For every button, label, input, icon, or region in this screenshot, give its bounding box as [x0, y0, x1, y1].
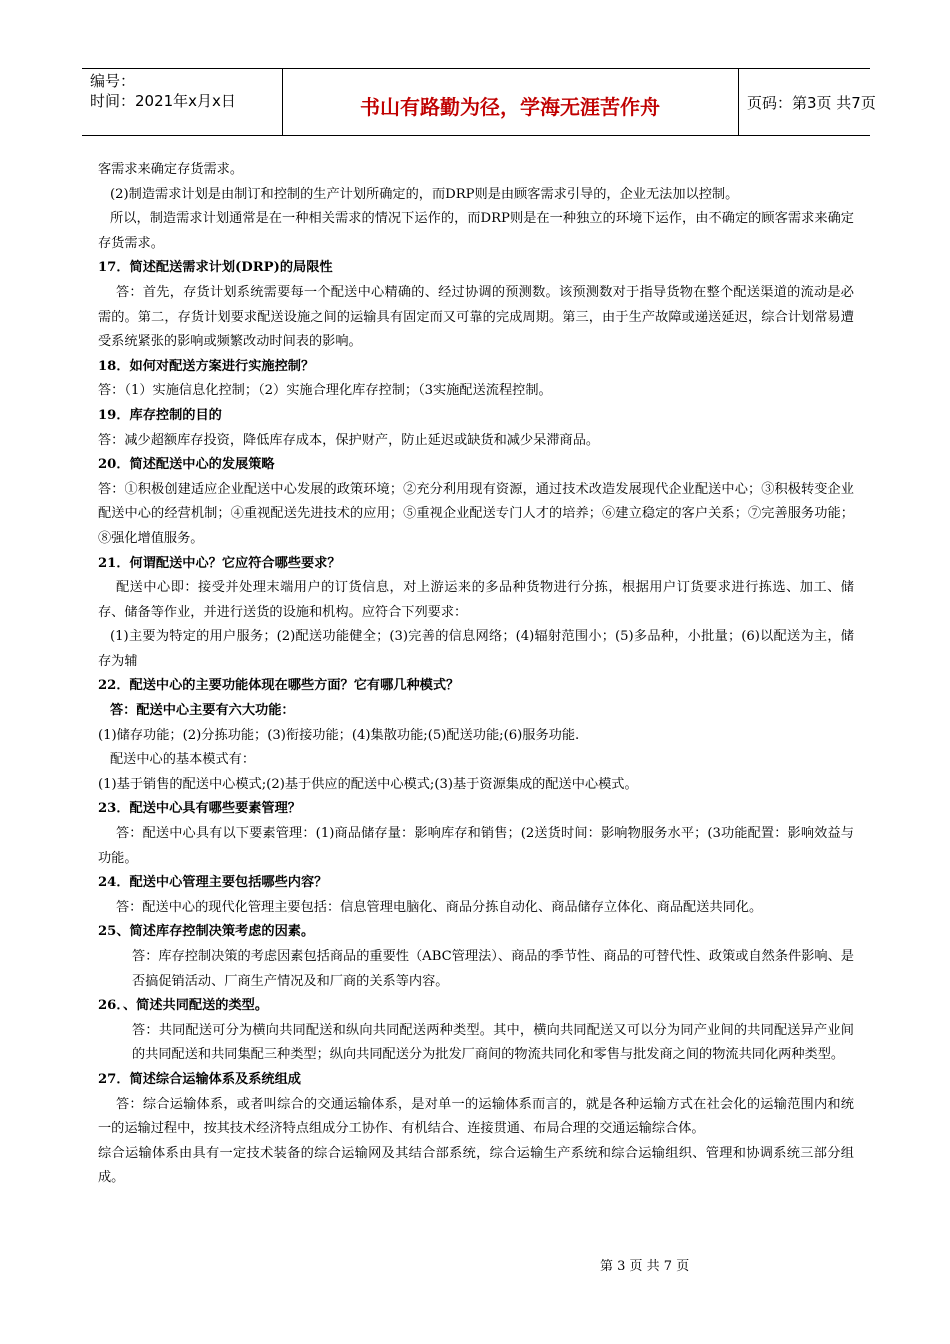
question-heading: 26．、简述共同配送的类型。 — [98, 998, 269, 1014]
question-heading: 18．如何对配送方案进行实施控制？ — [98, 358, 315, 374]
question-heading: 21．何谓配送中心？它应符合哪些要求？ — [98, 555, 341, 571]
doc-date: 时间：2021年x月x日 — [90, 92, 236, 110]
answer-paragraph: 答：减少超额库存投资，降低库存成本，保护财产，防止延迟或缺货和减少呆滞商品。 — [98, 432, 600, 448]
answer-paragraph: 答：配送中心主要有六大功能： — [110, 703, 295, 719]
question-heading: 25、简述库存控制决策考虑的因素。 — [98, 924, 315, 940]
header-motto-cell — [282, 69, 739, 135]
header-page-info: 页码：第3页 共7页 — [747, 94, 876, 112]
question-heading: 24．配送中心管理主要包括哪些内容？ — [98, 875, 328, 891]
answer-paragraph: 答：（1）实施信息化控制；（2）实施合理化库存控制；（3实施配送流程控制。 — [98, 383, 552, 399]
doc-number: 编号： — [90, 72, 136, 90]
paragraph: 客需求来确定存货需求。 — [98, 162, 244, 177]
answer-paragraph: 答：库存控制决策的考虑因素包括商品的重要性（ABC管理法）、商品的季节性、商品的可替代性、政策或自然条件影响、是否搞促销活动、厂商生产情况及和厂商的关系等内容。 — [132, 949, 854, 989]
answer-paragraph: 综合运输体系由具有一定技术装备的综合运输网及其结合部系统，综合运输生产系统和综合运输组织、管理和协调系统三部分组成。 — [98, 1145, 854, 1186]
answer-paragraph: 配送中心的基本模式有： — [110, 752, 256, 768]
question-heading: 17．简述配送需求计划(DRP)的局限性 — [98, 260, 333, 276]
question-heading: 20．简述配送中心的发展策略 — [98, 457, 275, 473]
header-info-cell — [82, 69, 283, 135]
answer-paragraph: (1)主要为特定的用户服务；(2)配送功能健全；(3)完善的信息网络；(4)辐射范围小；(5)多品种，小批量；(6)以配送为主，储存为辅 — [98, 629, 854, 669]
answer-paragraph: 答：共同配送可分为横向共同配送和纵向共同配送两种类型。其中，横向共同配送又可以分为同产业间的共同配送异产业间的共同配送和共同集配三种类型；纵向共同配送分为批发厂商间的物流共同化和零售与批发商之间的物流共同化两种类型。 — [132, 1022, 854, 1063]
question-heading: 27．简述综合运输体系及系统组成 — [98, 1071, 301, 1087]
paragraph: 所以，制造需求计划通常是在一种相关需求的情况下运作的，而DRP则是在一种独立的环境下运作，由不确定的顾客需求来确定存货需求。 — [98, 211, 854, 251]
question-heading: 19．库存控制的目的 — [98, 407, 222, 423]
answer-paragraph: 答：配送中心具有以下要素管理：(1)商品储存量：影响库存和销售；(2送货时间：影响物服务水平；(3功能配置：影响效益与功能。 — [98, 826, 854, 866]
document-body — [98, 158, 854, 1191]
motto: 书山有路勤为径，学海无涯苦作舟 — [360, 95, 660, 119]
question-heading: 22．配送中心的主要功能体现在哪些方面？它有哪几种模式？ — [98, 678, 460, 694]
answer-paragraph: 答：首先，存货计划系统需要每一个配送中心精确的、经过协调的预测数。该预测数对于指导货物在整个配送渠道的流动是必需的。第二，存货计划要求配送设施之间的运输具有固定而又可靠的完成周期。第三，由于生产故障或递送延迟，综合计划常易遭受系统紧张的影响或频繁改动时间表的影响。 — [98, 284, 854, 350]
page-footer: 第 3 页 共 7 页 — [600, 1259, 690, 1274]
paragraph: (2)制造需求计划是由制订和控制的生产计划所确定的，而DRP则是由顾客需求引导的，企业无法加以控制。 — [110, 186, 739, 202]
answer-paragraph: 答：配送中心的现代化管理主要包括：信息管理电脑化、商品分拣自动化、商品储存立体化、商品配送共同化。 — [116, 899, 763, 915]
page-header — [82, 68, 876, 136]
answer-paragraph: (1)基于销售的配送中心模式;(2)基于供应的配送中心模式;(3)基于资源集成的配送中心模式。 — [98, 776, 638, 792]
answer-paragraph: (1)储存功能；(2)分拣功能；(3)衔接功能；(4)集散功能;(5)配送功能;(6)服务功能. — [98, 727, 580, 743]
answer-paragraph: 答：①积极创建适应企业配送中心发展的政策环境；②充分利用现有资源，通过技术改造发展现代企业配送中心；③积极转变企业配送中心的经营机制；④重视配送先进技术的应用；⑤重视企业配送专门人才的培养；⑥建立稳定的客户关系；⑦完善服务功能；⑧强化增值服务。 — [98, 481, 854, 546]
header-page-cell — [739, 69, 876, 135]
question-heading: 23．配送中心具有哪些要素管理？ — [98, 801, 301, 817]
answer-paragraph: 答：综合运输体系，或者叫综合的交通运输体系，是对单一的运输体系而言的，就是各种运输方式在社会化的运输范围内和统一的运输过程中，按其技术经济特点组成分工协作、有机结合、连接贯通、布局合理的交通运输综合体。 — [98, 1096, 854, 1137]
answer-paragraph: 配送中心即：接受并处理末端用户的订货信息，对上游运来的多品种货物进行分拣，根据用户订货要求进行拣选、加工、储存、储备等作业，并进行送货的设施和机构。应符合下列要求： — [98, 580, 854, 620]
